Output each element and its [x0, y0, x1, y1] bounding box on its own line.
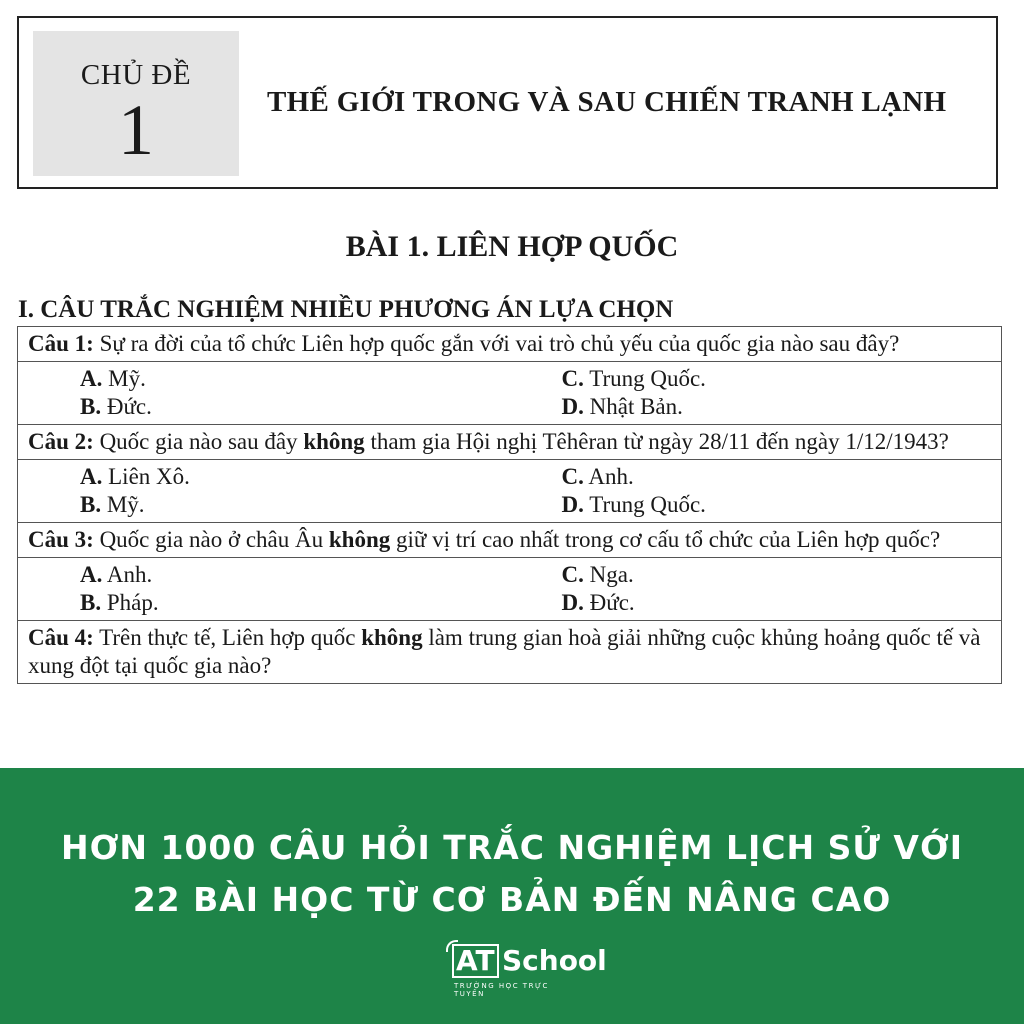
- question-table: [17, 326, 1002, 684]
- option-letter: B.: [80, 394, 102, 419]
- question-label: Câu 1:: [28, 331, 94, 356]
- emphasis-text: không: [361, 625, 423, 650]
- option-text: Anh.: [106, 562, 153, 587]
- logo-school: School: [502, 944, 607, 977]
- option-letter: A.: [80, 366, 103, 391]
- question-text: Quốc gia nào sau đây: [99, 429, 304, 454]
- option-letter: B.: [80, 492, 102, 517]
- option-letter: A.: [80, 562, 103, 587]
- options-row: [18, 460, 1002, 523]
- question-text: Sự ra đời của tổ chức Liên hợp quốc gắn với vai trò chủ yếu của quốc gia nào sau đây?: [99, 331, 900, 356]
- question-label: Câu 4:: [28, 625, 94, 650]
- question-cell: [18, 523, 1002, 558]
- question-text: tham gia Hội nghị Têhêran từ ngày 28/11 đến ngày 1/12/1943?: [364, 429, 949, 454]
- lesson-title: BÀI 1. LIÊN HỢP QUỐC: [345, 230, 679, 263]
- emphasis-text: không: [328, 527, 391, 552]
- question-cell: [18, 327, 1002, 362]
- options-cell: [18, 460, 1002, 523]
- topic-header-box: [17, 16, 998, 189]
- banner-line-2: 22 BÀI HỌC TỪ CƠ BẢN ĐẾN NÂNG CAO: [132, 880, 892, 919]
- option-d[interactable]: [510, 491, 992, 519]
- option-text: Anh.: [588, 464, 634, 489]
- option-text: Đức.: [589, 590, 635, 615]
- option-letter: C.: [561, 464, 584, 489]
- option-text: Nhật Bản.: [589, 394, 683, 419]
- option-b[interactable]: [28, 589, 510, 617]
- banner-line-1: HƠN 1000 CÂU HỎI TRẮC NGHIỆM LỊCH SỬ VỚI: [60, 828, 964, 867]
- option-letter: D.: [561, 590, 584, 615]
- topic-tag: [33, 31, 239, 176]
- option-text: Pháp.: [106, 590, 159, 615]
- option-text: Mỹ.: [106, 492, 145, 517]
- option-d[interactable]: [510, 589, 992, 617]
- option-letter: B.: [80, 590, 102, 615]
- section-title: I. CÂU TRẮC NGHIỆM NHIỀU PHƯƠNG ÁN LỰA CHỌN: [18, 296, 674, 323]
- option-letter: D.: [561, 394, 584, 419]
- question-row: [18, 327, 1002, 362]
- emphasis-text: không: [303, 429, 365, 454]
- question-row: [18, 425, 1002, 460]
- options-row: [18, 558, 1002, 621]
- question-cell: [18, 425, 1002, 460]
- question-row: [18, 523, 1002, 558]
- option-c[interactable]: [510, 365, 992, 393]
- question-text: Trên thực tế, Liên hợp quốc: [99, 625, 362, 650]
- option-letter: A.: [80, 464, 103, 489]
- option-letter: D.: [561, 492, 584, 517]
- option-a[interactable]: [28, 561, 510, 589]
- option-letter: C.: [561, 562, 584, 587]
- option-text: Mỹ.: [108, 366, 146, 391]
- question-text: làm trung gian hoà giải những cuộc khủng hoảng quốc tế và xung đột tại quốc gia nào?: [28, 625, 981, 678]
- topic-label: CHỦ ĐỀ: [80, 59, 192, 91]
- options-row: [18, 362, 1002, 425]
- option-c[interactable]: [510, 463, 992, 491]
- question-text: giữ vị trí cao nhất trong cơ cấu tổ chức của Liên hợp quốc?: [390, 527, 941, 552]
- question-label: Câu 3:: [28, 527, 94, 552]
- question-cell: [18, 621, 1002, 684]
- options-cell: [18, 558, 1002, 621]
- option-text: Liên Xô.: [108, 464, 190, 489]
- option-b[interactable]: [28, 393, 510, 421]
- option-d[interactable]: [510, 393, 992, 421]
- question-row: [18, 621, 1002, 684]
- topic-title: THẾ GIỚI TRONG VÀ SAU CHIẾN TRANH LẠNH: [267, 86, 947, 118]
- option-text: Đức.: [106, 394, 152, 419]
- option-text: Nga.: [589, 562, 634, 587]
- option-a[interactable]: [28, 365, 510, 393]
- logo-at: AT: [452, 944, 499, 978]
- logo-tagline: TRƯỜNG HỌC TRỰC TUYẾN: [454, 982, 549, 998]
- option-c[interactable]: [510, 561, 992, 589]
- atschool-logo: [452, 944, 607, 998]
- option-b[interactable]: [28, 491, 510, 519]
- option-a[interactable]: [28, 463, 510, 491]
- question-text: Quốc gia nào ở châu Âu: [99, 527, 329, 552]
- option-text: Trung Quốc.: [589, 366, 706, 391]
- option-text: Trung Quốc.: [589, 492, 706, 517]
- options-cell: [18, 362, 1002, 425]
- question-label: Câu 2:: [28, 429, 94, 454]
- option-letter: C.: [561, 366, 584, 391]
- topic-number: 1: [118, 90, 154, 170]
